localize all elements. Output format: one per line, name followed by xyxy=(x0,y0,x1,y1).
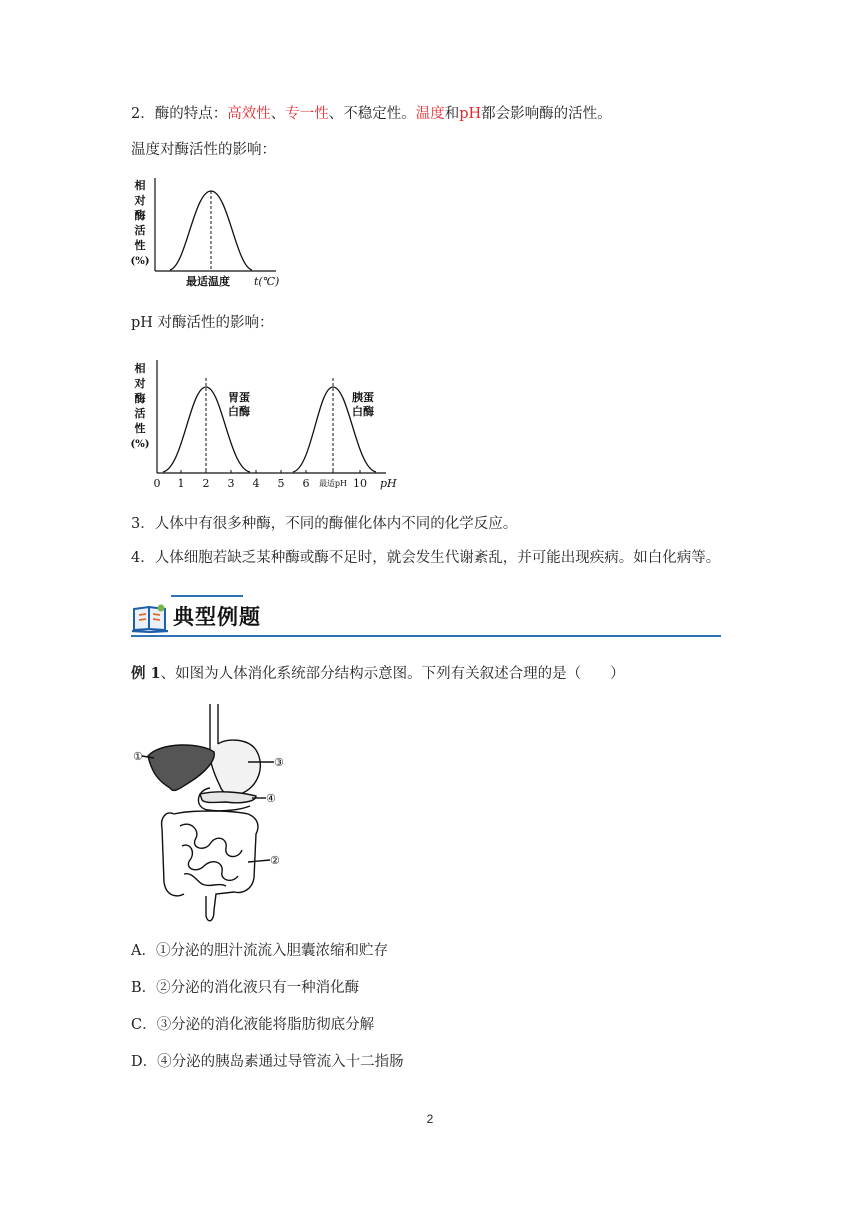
highlight-efficiency: 高效性 xyxy=(227,106,271,122)
x-tick-2: 2 xyxy=(202,477,210,490)
x-tick-0: 0 xyxy=(153,477,161,490)
example-1-question: 例 1、如图为人体消化系统部分结构示意图。下列有关叙述合理的是（ ） xyxy=(131,665,625,682)
y-axis-label xyxy=(131,361,150,450)
svg-text:(%): (%) xyxy=(130,439,150,450)
stomach-3 xyxy=(210,740,260,795)
x-axis-unit: t(℃) xyxy=(254,275,280,288)
option-d: D．④分泌的胰岛素通过导管流入十二指肠 xyxy=(131,1054,404,1070)
highlight-ph: pH xyxy=(459,106,482,122)
label-3: ③ xyxy=(274,756,284,769)
small-intestine-2 xyxy=(180,824,242,886)
x-tick-10: 10 xyxy=(353,477,367,490)
x-tick-3: 3 xyxy=(227,477,235,490)
svg-text:酶: 酶 xyxy=(134,209,146,222)
header-underline xyxy=(131,635,721,637)
temperature-chart xyxy=(128,174,288,296)
point-3: 3．人体中有很多种酶，不同的酶催化体内不同的化学反应。 xyxy=(131,516,518,532)
pepsin-label-2: 白酶 xyxy=(228,405,250,418)
header-accent-line xyxy=(171,595,243,597)
x-tick-optimum: 最适pH xyxy=(318,479,348,488)
trypsin-label-2: 白酶 xyxy=(352,405,374,418)
label-4: ④ xyxy=(266,792,276,805)
example-label: 例 1 xyxy=(131,665,161,682)
pepsin-label: 胃蛋 xyxy=(228,391,250,404)
x-tick-labels xyxy=(154,477,368,490)
liver-1 xyxy=(148,745,214,791)
highlight-temperature: 温度 xyxy=(415,106,445,122)
x-tick-1: 1 xyxy=(177,477,185,490)
y-axis-label xyxy=(131,178,150,267)
svg-text:性: 性 xyxy=(134,239,146,252)
book-icon xyxy=(131,603,169,633)
highlight-specificity: 专一性 xyxy=(285,106,329,122)
svg-text:相: 相 xyxy=(134,179,146,192)
x-axis-unit: pH xyxy=(380,477,397,490)
x-tick-4: 4 xyxy=(252,477,260,490)
ph-heading: pH 对酶活性的影响： xyxy=(131,315,274,331)
section-header xyxy=(131,595,721,639)
label-1: ① xyxy=(133,750,143,763)
digestive-system-diagram xyxy=(130,702,290,928)
temperature-heading: 温度对酶活性的影响： xyxy=(131,142,276,158)
svg-text:活: 活 xyxy=(134,224,146,237)
svg-text:酶: 酶 xyxy=(134,392,146,405)
option-b: B．②分泌的消化液只有一种消化酶 xyxy=(131,980,360,996)
point-4: 4．人体细胞若缺乏某种酶或酶不足时，就会发生代谢紊乱，并可能出现疾病。如白化病等。 xyxy=(131,550,721,566)
label-2: ② xyxy=(270,854,280,867)
svg-text:性: 性 xyxy=(134,422,146,435)
ph-chart xyxy=(128,356,398,492)
point-2: 2．酶的特点：高效性、专一性、不稳定性。温度和pH都会影响酶的活性。 xyxy=(131,106,612,122)
svg-text:相: 相 xyxy=(134,362,146,375)
page-number: 2 xyxy=(426,1112,434,1126)
x-tick-5: 5 xyxy=(277,477,285,490)
option-c: C．③分泌的消化液能将脂肪彻底分解 xyxy=(131,1017,375,1033)
option-a: A．①分泌的胆汁流流入胆囊浓缩和贮存 xyxy=(131,943,388,959)
svg-text:对: 对 xyxy=(134,194,146,207)
large-intestine xyxy=(162,811,258,921)
section-title: 典型例题 xyxy=(173,605,261,629)
x-tick-6: 6 xyxy=(302,477,310,490)
x-axis-label: 最适温度 xyxy=(186,275,230,288)
trypsin-label: 胰蛋 xyxy=(352,391,374,404)
esophagus xyxy=(210,704,218,747)
svg-text:对: 对 xyxy=(134,377,146,390)
svg-text:(%): (%) xyxy=(130,256,150,267)
pancreas-4 xyxy=(200,792,256,803)
svg-text:活: 活 xyxy=(134,407,146,420)
